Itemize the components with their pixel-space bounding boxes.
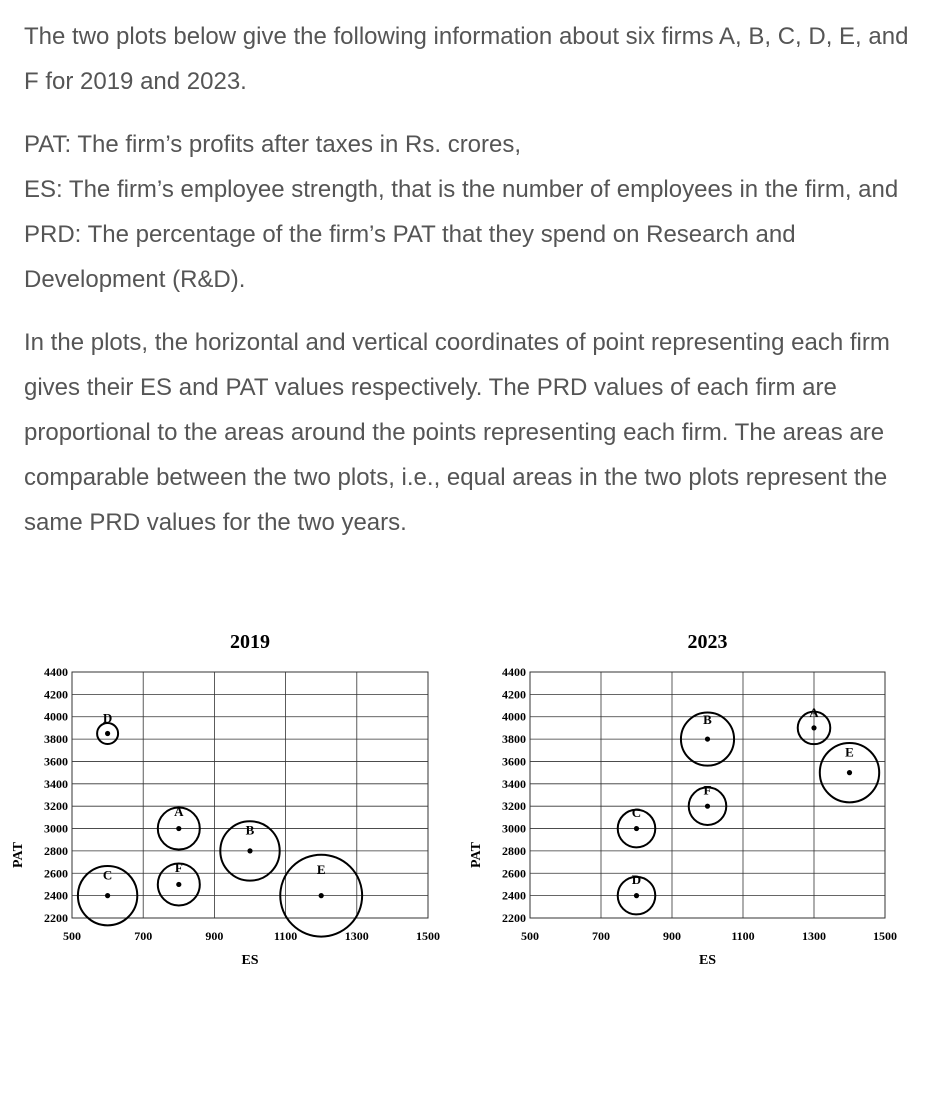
definition-es: ES: The firm’s employee strength, that is the number of employees in the firm, and <box>24 176 899 203</box>
point-label-e: E <box>845 744 854 760</box>
y-tick-label: 2200 <box>502 911 526 925</box>
x-tick-label: 700 <box>592 929 610 943</box>
y-tick-label: 2400 <box>44 888 68 903</box>
y-tick-label: 3600 <box>502 754 526 769</box>
point-d <box>105 731 110 736</box>
y-tick-label: 4200 <box>44 687 68 702</box>
x-tick-label: 1100 <box>273 929 298 943</box>
y-tick-label: 3200 <box>502 799 526 814</box>
y-tick-label: 2400 <box>502 888 526 903</box>
x-tick-label: 1300 <box>802 929 826 943</box>
y-tick-label: 3000 <box>502 821 526 836</box>
point-label-f: F <box>703 782 712 798</box>
x-tick-label: 500 <box>63 929 81 943</box>
point-label-f: F <box>174 860 183 876</box>
x-axis-label: ES <box>698 953 717 968</box>
bubble-charts <box>0 610 950 970</box>
x-tick-label: 1500 <box>873 929 897 943</box>
y-tick-label: 4400 <box>502 665 526 679</box>
y-tick-label: 3200 <box>44 799 68 814</box>
chart-title: 2019 <box>230 631 270 653</box>
y-tick-label: 3800 <box>44 732 68 747</box>
y-axis-label: PAT <box>469 842 484 868</box>
x-tick-label: 500 <box>521 929 539 943</box>
y-tick-label: 4000 <box>502 709 526 724</box>
y-tick-label: 3800 <box>502 732 526 747</box>
y-tick-label: 3600 <box>44 754 68 769</box>
x-tick-label: 700 <box>134 929 153 943</box>
point-c <box>634 826 639 831</box>
point-label-b: B <box>703 712 712 728</box>
definitions <box>24 122 929 302</box>
point-label-a: A <box>809 704 819 720</box>
question-text <box>24 14 929 545</box>
plot-explanation: In the plots, the horizontal and vertical coordinates of point representing each firm gives their ES and PAT values respectively. The PRD values of each firm are proportional to the areas around the points representing each firm. The areas are comparable between the two plots, i.e., equal areas in the two plots represent the same PRD values for the two years. <box>24 329 890 536</box>
y-tick-label: 3400 <box>502 776 526 791</box>
intro-paragraph: The two plots below give the following information about six firms A, B, C, D, E, and F for 2019 and 2023. <box>24 23 909 95</box>
point-b <box>247 848 252 853</box>
point-label-e: E <box>316 862 326 878</box>
x-tick-label: 1300 <box>344 929 369 943</box>
y-tick-label: 3000 <box>44 821 68 836</box>
point-d <box>634 893 639 898</box>
x-tick-label: 900 <box>205 929 224 943</box>
point-e <box>847 770 852 775</box>
y-tick-label: 4400 <box>44 665 68 679</box>
point-b <box>705 736 710 741</box>
chart-2023 <box>469 631 897 968</box>
point-label-c: C <box>102 867 113 883</box>
x-axis-label: ES <box>241 953 259 968</box>
x-tick-label: 900 <box>663 929 681 943</box>
point-a <box>176 826 181 831</box>
x-tick-label: 1100 <box>731 929 755 943</box>
point-f <box>705 804 710 809</box>
point-a <box>811 725 816 730</box>
point-label-c: C <box>631 805 642 821</box>
point-label-d: D <box>631 872 642 888</box>
definition-pat: PAT: The firm’s profits after taxes in Rs. crores, <box>24 131 522 158</box>
chart-2019 <box>11 631 440 968</box>
point-label-b: B <box>245 822 255 838</box>
y-tick-label: 2600 <box>502 866 526 881</box>
y-tick-label: 2600 <box>44 866 68 881</box>
y-tick-label: 3400 <box>44 776 68 791</box>
definition-prd: PRD: The percentage of the firm’s PAT that they spend on Research and Development (R&D). <box>24 221 796 293</box>
y-tick-label: 4000 <box>44 709 68 724</box>
chart-title: 2023 <box>687 631 728 653</box>
y-tick-label: 4200 <box>502 687 526 702</box>
x-tick-label: 1500 <box>416 929 440 943</box>
point-e <box>319 893 324 898</box>
y-tick-label: 2200 <box>44 911 68 925</box>
point-f <box>176 882 181 887</box>
y-tick-label: 2800 <box>44 843 68 858</box>
y-axis-label: PAT <box>11 842 26 868</box>
point-c <box>105 893 110 898</box>
y-tick-label: 2800 <box>502 843 526 858</box>
point-label-a: A <box>174 804 184 820</box>
point-label-d: D <box>102 710 113 726</box>
